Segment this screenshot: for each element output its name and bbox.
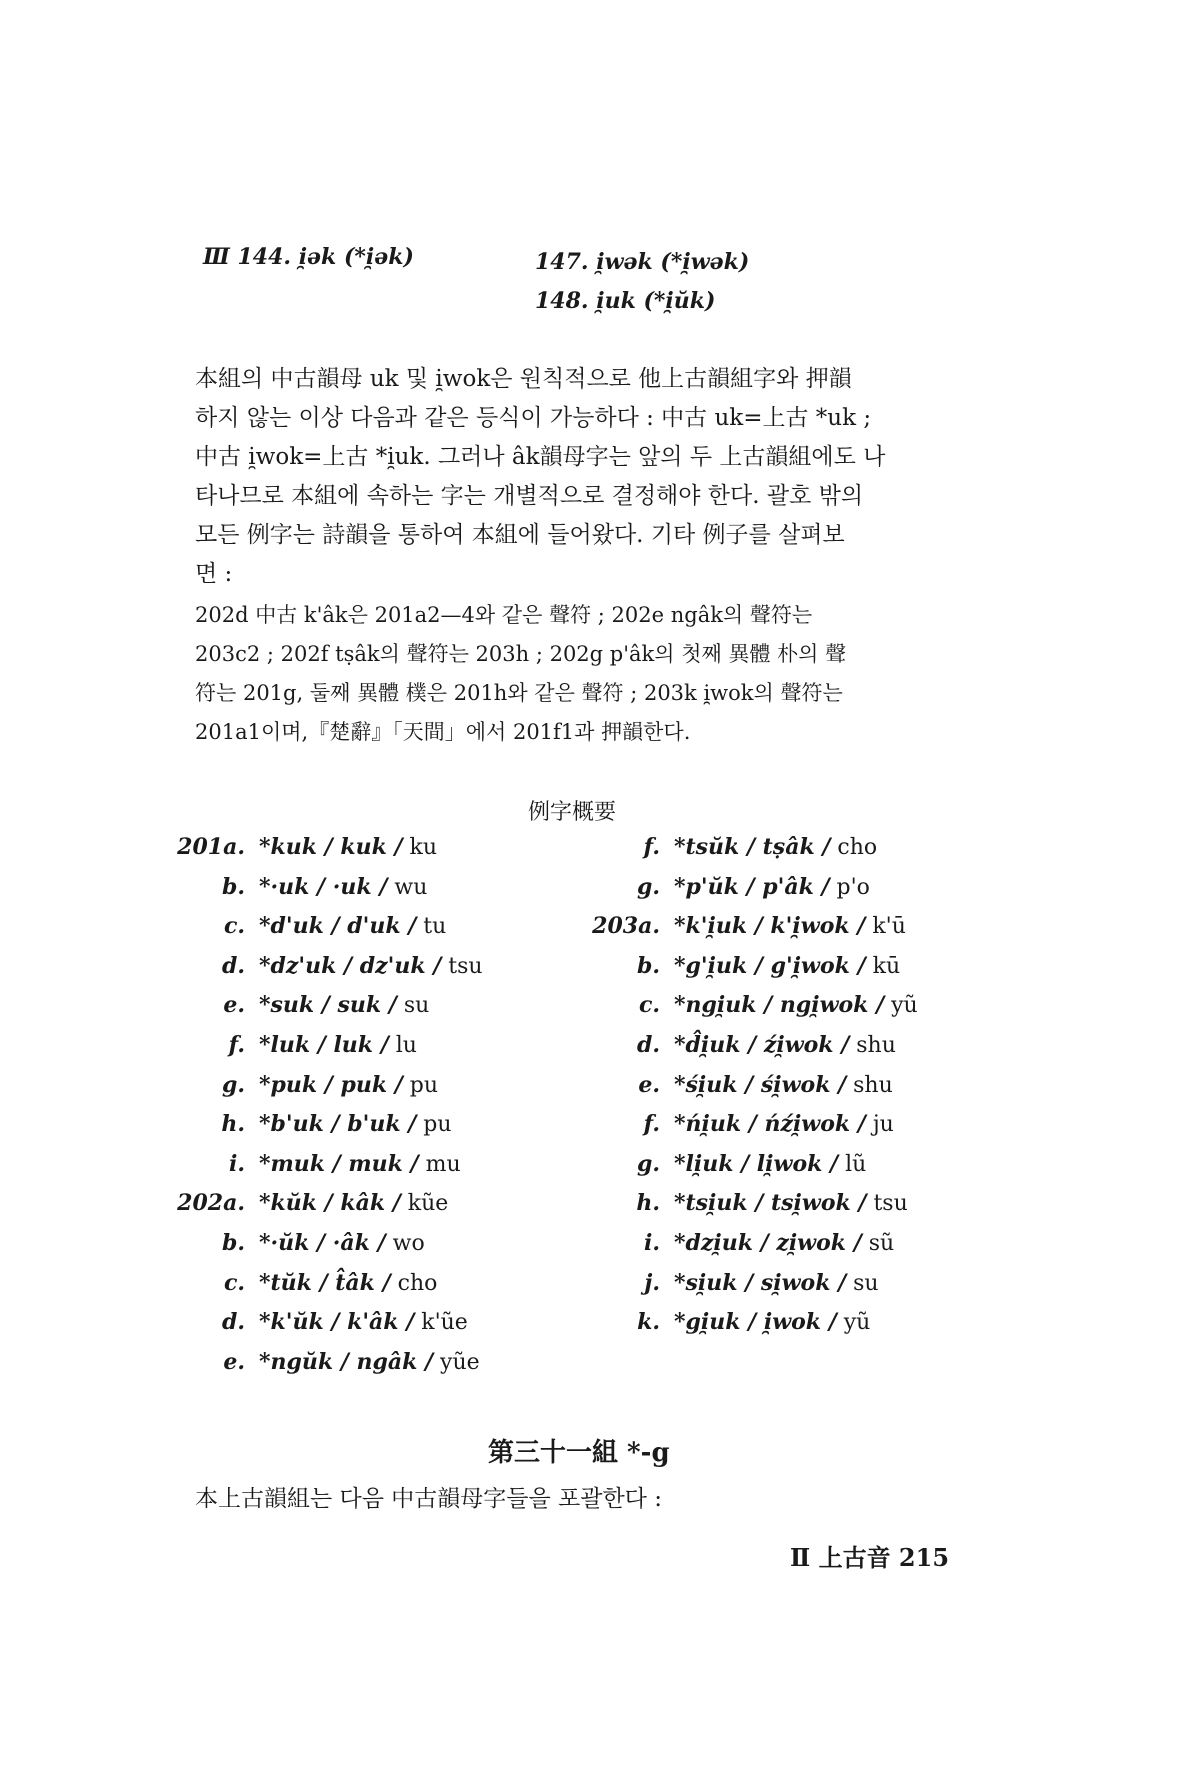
example-label: d. xyxy=(636,1032,660,1058)
example-row xyxy=(580,828,877,866)
example-form: *·ŭk / ·âk / xyxy=(259,1230,386,1256)
example-row xyxy=(165,986,429,1024)
example-form: *puk / puk / xyxy=(259,1071,403,1098)
example-reading: cho xyxy=(397,1270,438,1296)
example-form: *kuk / kuk / xyxy=(259,834,403,860)
example-label: e. xyxy=(223,1348,245,1375)
example-label: i. xyxy=(228,1150,245,1177)
notes-line: 202d 中古 k'âk은 201a2—4와 같은 聲符 ; 202e ngâk의 聲符는 xyxy=(195,603,813,627)
example-form: *luk / luk / xyxy=(259,1032,389,1058)
example-reading: lu xyxy=(395,1033,417,1058)
example-label: b. xyxy=(636,952,660,979)
example-label: c. xyxy=(223,913,245,940)
example-reading: lũ xyxy=(845,1151,867,1177)
example-row xyxy=(165,1026,417,1064)
example-row xyxy=(165,1145,461,1183)
example-label: f. xyxy=(643,834,660,860)
example-reading: k'ū xyxy=(872,914,906,940)
example-row xyxy=(580,907,906,945)
example-reading: yũ xyxy=(843,1310,871,1336)
example-reading: yũe xyxy=(440,1349,480,1375)
example-row xyxy=(165,828,437,866)
example-reading: wo xyxy=(392,1231,425,1256)
example-reading: shu xyxy=(856,1033,896,1058)
example-form: *k'i̯uk / k'i̯wok / xyxy=(674,913,866,940)
example-form: *tsi̯uk / tsi̯wok / xyxy=(674,1190,867,1217)
rhyme-header-147: 147. i̯wək (*i̯wək) xyxy=(535,249,750,275)
example-label: f. xyxy=(643,1111,660,1138)
example-reading: su xyxy=(853,1270,879,1296)
example-label: 203a. xyxy=(592,913,660,940)
paragraph-line: 타나므로 本組에 속하는 字는 개별적으로 결정해야 한다. 괄호 밖의 xyxy=(195,483,864,509)
rhyme-header-144: Ⅲ 144. i̯ək (*i̯ək) xyxy=(203,244,414,270)
example-label: k. xyxy=(637,1309,660,1336)
example-row xyxy=(580,1303,870,1341)
example-row xyxy=(165,1184,448,1222)
paragraph-line: 면 : xyxy=(195,561,233,587)
example-reading: tsu xyxy=(448,953,483,979)
example-label: c. xyxy=(223,1269,245,1296)
example-form: *si̯uk / si̯wok / xyxy=(674,1269,847,1296)
example-reading: kũe xyxy=(407,1191,449,1217)
paragraph-line: 本組의 中古韻母 uk 및 i̯wok은 원칙적으로 他上古韻組字와 押韻 xyxy=(195,366,852,392)
example-row xyxy=(580,1145,866,1183)
example-form: *dz'uk / dz'uk / xyxy=(259,952,442,979)
paragraph-line: 모든 例字는 詩韻을 통하여 本組에 들어왔다. 기타 例子를 살펴보 xyxy=(195,522,845,548)
example-label: g. xyxy=(221,1071,245,1098)
example-row xyxy=(580,1184,908,1222)
example-row xyxy=(165,1343,480,1381)
example-reading: mu xyxy=(425,1151,461,1177)
example-label: c. xyxy=(638,992,660,1019)
example-label: e. xyxy=(223,992,245,1019)
example-form: *d'uk / d'uk / xyxy=(259,913,417,940)
example-form: *tsŭk / tṣâk / xyxy=(674,834,831,860)
example-label: d. xyxy=(221,1309,245,1336)
example-row xyxy=(580,1066,893,1104)
rhyme-header-148: 148. i̯uk (*i̯ŭk) xyxy=(535,288,716,314)
example-form: *k'ŭk / k'âk / xyxy=(259,1309,415,1336)
example-form: *tŭk / t̂âk / xyxy=(259,1269,391,1296)
example-reading: shu xyxy=(853,1072,893,1098)
example-form: *muk / muk / xyxy=(259,1150,419,1177)
notes-line: 203c2 ; 202f tṣâk의 聲符는 203h ; 202g p'âk의 첫째 異體 朴의 聲 xyxy=(195,642,847,666)
example-reading: pu xyxy=(423,1112,452,1138)
example-label: b. xyxy=(221,1230,245,1256)
example-form: *ngŭk / ngâk / xyxy=(259,1348,434,1375)
example-reading: k'ũe xyxy=(421,1310,468,1336)
example-row xyxy=(580,1224,894,1262)
example-label: b. xyxy=(221,873,245,900)
example-form: *b'uk / b'uk / xyxy=(259,1111,417,1138)
example-label: g. xyxy=(636,873,660,900)
example-reading: yũ xyxy=(891,993,918,1019)
example-row xyxy=(165,1303,468,1341)
example-row xyxy=(580,1264,879,1302)
notes-line: 201a1이며,『楚辭』「天間」에서 201f1과 押韻한다. xyxy=(195,720,691,744)
example-row xyxy=(580,1105,894,1143)
example-label: h. xyxy=(221,1111,245,1138)
example-row xyxy=(165,947,483,985)
example-reading: pu xyxy=(409,1072,439,1098)
example-reading: p'o xyxy=(836,874,870,900)
group-title: 第三十一組 *-g xyxy=(488,1438,670,1468)
example-reading: kū xyxy=(872,953,901,979)
example-row xyxy=(165,1264,437,1302)
example-form: *gi̯uk / i̯wok / xyxy=(674,1309,837,1336)
example-reading: ju xyxy=(872,1112,894,1138)
example-reading: sũ xyxy=(868,1231,895,1256)
example-row xyxy=(165,1105,452,1143)
example-label: e. xyxy=(638,1071,660,1098)
example-reading: wu xyxy=(394,874,428,900)
example-form: *dzi̯uk / zi̯wok / xyxy=(674,1230,862,1256)
paragraph-line: 하지 않는 이상 다음과 같은 등식이 가능하다 : 中古 uk=上古 *uk ; xyxy=(195,405,872,431)
examples-title: 例字概要 xyxy=(528,800,617,825)
example-label: f. xyxy=(228,1032,245,1058)
example-row xyxy=(580,868,870,906)
example-label: i. xyxy=(643,1230,660,1256)
example-reading: tsu xyxy=(873,1191,908,1217)
paragraph-line: 中古 i̯wok=上古 *i̯uk. 그러나 âk韻母字는 앞의 두 上古韻組에도 나 xyxy=(195,444,886,470)
example-row xyxy=(165,907,446,945)
example-form: *g'i̯uk / g'i̯wok / xyxy=(674,952,866,979)
example-reading: ku xyxy=(409,835,438,860)
example-label: h. xyxy=(636,1190,660,1217)
example-form: *śi̯uk / śi̯wok / xyxy=(674,1071,847,1098)
example-label: 201a. xyxy=(177,834,245,860)
example-form: *p'ŭk / p'âk / xyxy=(674,873,830,900)
example-form: *ngi̯uk / ngi̯wok / xyxy=(674,992,885,1019)
example-form: *kŭk / kâk / xyxy=(259,1190,401,1217)
example-reading: cho xyxy=(837,835,878,860)
example-form: *ńi̯uk / ńźi̯wok / xyxy=(674,1111,866,1138)
example-label: d. xyxy=(221,952,245,979)
example-label: 202a. xyxy=(177,1190,245,1217)
example-reading: tu xyxy=(423,914,447,940)
example-reading: su xyxy=(403,993,430,1019)
example-row xyxy=(580,986,918,1024)
example-form: *suk / suk / xyxy=(259,992,397,1019)
notes-paragraph xyxy=(195,596,995,752)
example-row xyxy=(165,1066,438,1104)
example-row xyxy=(165,1224,425,1262)
example-form: *·uk / ·uk / xyxy=(259,873,388,900)
page-footer: Ⅱ 上古音 215 xyxy=(790,1543,950,1572)
group-intro: 本上古韻組는 다음 中古韻母字들을 포괄한다 : xyxy=(195,1486,662,1512)
example-label: j. xyxy=(644,1269,660,1296)
example-row xyxy=(580,947,900,985)
example-row xyxy=(580,1026,896,1064)
intro-paragraph xyxy=(195,360,995,594)
example-form: *li̯uk / li̯wok / xyxy=(674,1150,839,1177)
example-label: g. xyxy=(636,1150,660,1177)
example-form: *d̂i̯uk / źi̯wok / xyxy=(674,1032,850,1058)
notes-line: 符는 201g, 둘째 異體 樸은 201h와 같은 聲符 ; 203k i̯wok의 聲符는 xyxy=(195,681,843,705)
example-row xyxy=(165,868,427,906)
